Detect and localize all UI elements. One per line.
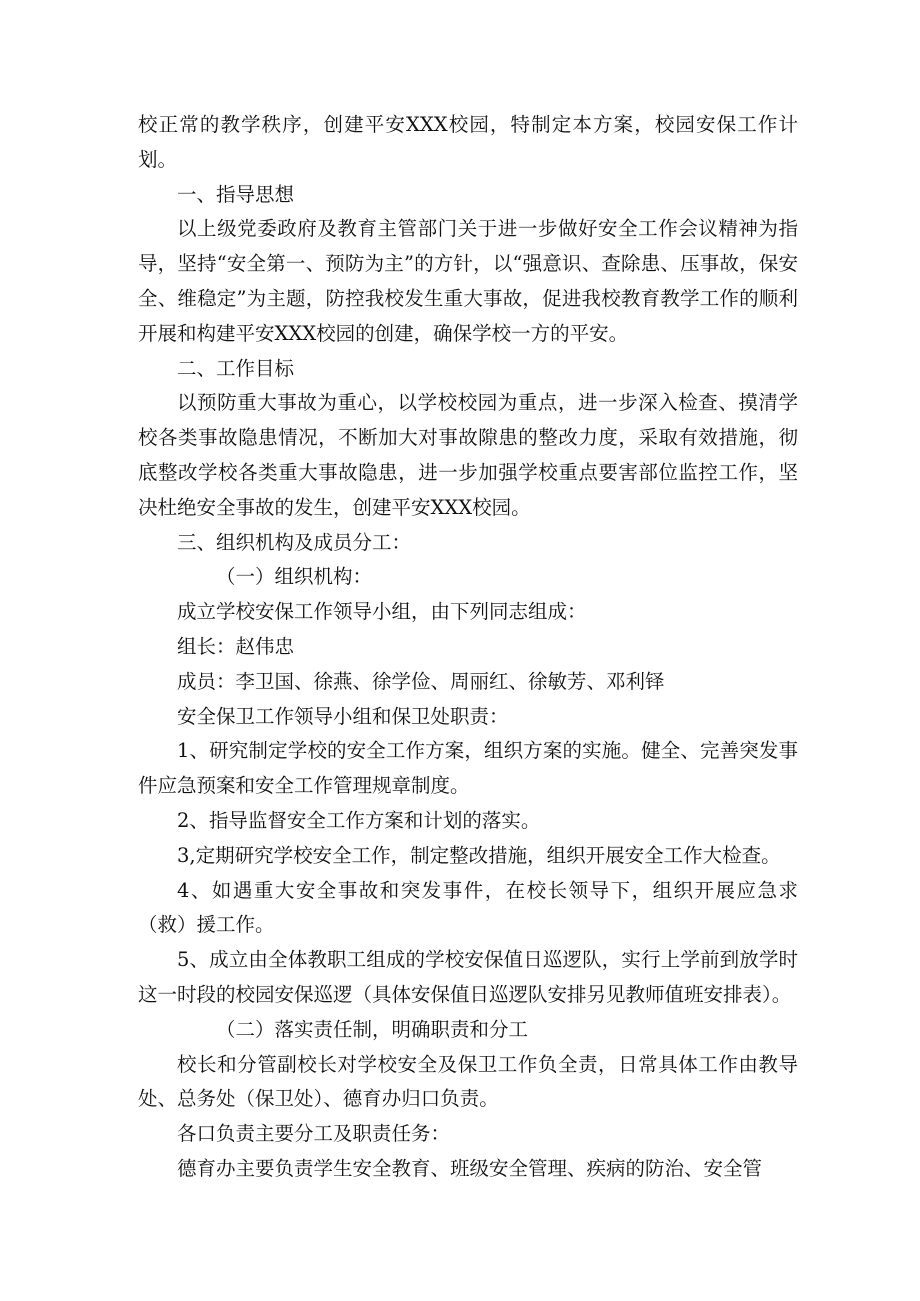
- heading-work-goals: 二、工作目标: [177, 356, 295, 380]
- paragraph-group-leader: 组长：赵伟忠: [177, 634, 295, 658]
- paragraph-leading-group: 成立学校安保工作领导小组，由下列同志组成：: [177, 600, 587, 624]
- paragraph-responsibility: 校长和分管副校长对学校安全及保卫工作负全责，日常具体工作由教导处、总务处（保卫处）、德育办归口负责。: [138, 1052, 798, 1111]
- paragraph-work-goals: 以预防重大事故为重心，以学校校园为重点，进一步深入检查、摸清学校各类事故隐患情况，不断加大对事故隙患的整改力度，采取有效措施，彻底整改学校各类重大事故隐患，进一步加强学校重点要害部位监控工作，坚决杜绝安全事故的发生，创建平安XXX校园。: [138, 391, 798, 519]
- paragraph-division-heading: 各口负责主要分工及职责任务：: [177, 1122, 451, 1146]
- heading-guiding-ideology: 一、指导思想: [177, 182, 295, 206]
- paragraph-duties-heading: 安全保卫工作领导小组和保卫处职责：: [177, 704, 509, 728]
- list-item-duty-4: 4、如遇重大安全事故和突发事件，在校长领导下，组织开展应急求（救）援工作。: [138, 878, 798, 937]
- subheading-organization: （一）组织机构：: [216, 565, 373, 589]
- paragraph-continuation: 校正常的教学秩序，创建平安XXX校园，特制定本方案，校园安保工作计划。: [138, 113, 798, 171]
- list-item-duty-3: 3,定期研究学校安全工作，制定整改措施，组织开展安全工作大检查。: [177, 843, 781, 867]
- list-item-duty-5: 5、成立由全体教职工组成的学校安保值日巡逻队，实行上学前到放学时这一时段的校园安保巡逻（具体安保值日巡逻队安排另见教师值班安排表）。: [138, 948, 798, 1006]
- paragraph-moral-office: 德育办主要负责学生安全教育、班级安全管理、疾病的防治、安全管: [177, 1156, 763, 1180]
- paragraph-guiding-ideology: 以上级党委政府及教育主管部门关于进一步做好安全工作会议精神为指导，坚持“安全第一、预防为主”的方针，以“强意识、查除患、压事故，保安全、维稳定”为主题，防控我校发生重大事故，促进我校教育教学工作的顺利开展和构建平安XXX校园的创建，确保学校一方的平安。: [138, 217, 798, 345]
- subheading-responsibility: （二）落实责任制，明确职责和分工: [216, 1017, 529, 1041]
- document-body: [138, 108, 798, 1187]
- list-item-duty-2: 2、指导监督安全工作方案和计划的落实。: [177, 808, 541, 832]
- paragraph-group-members: 成员：李卫国、徐燕、徐学俭、周丽红、徐敏芳、邓利铎: [177, 669, 665, 693]
- heading-organization: 三、组织机构及成员分工：: [177, 530, 412, 554]
- list-item-duty-1: 1、研究制定学校的安全工作方案，组织方案的实施。健全、完善突发事件应急预案和安全工作管理规章制度。: [138, 739, 798, 798]
